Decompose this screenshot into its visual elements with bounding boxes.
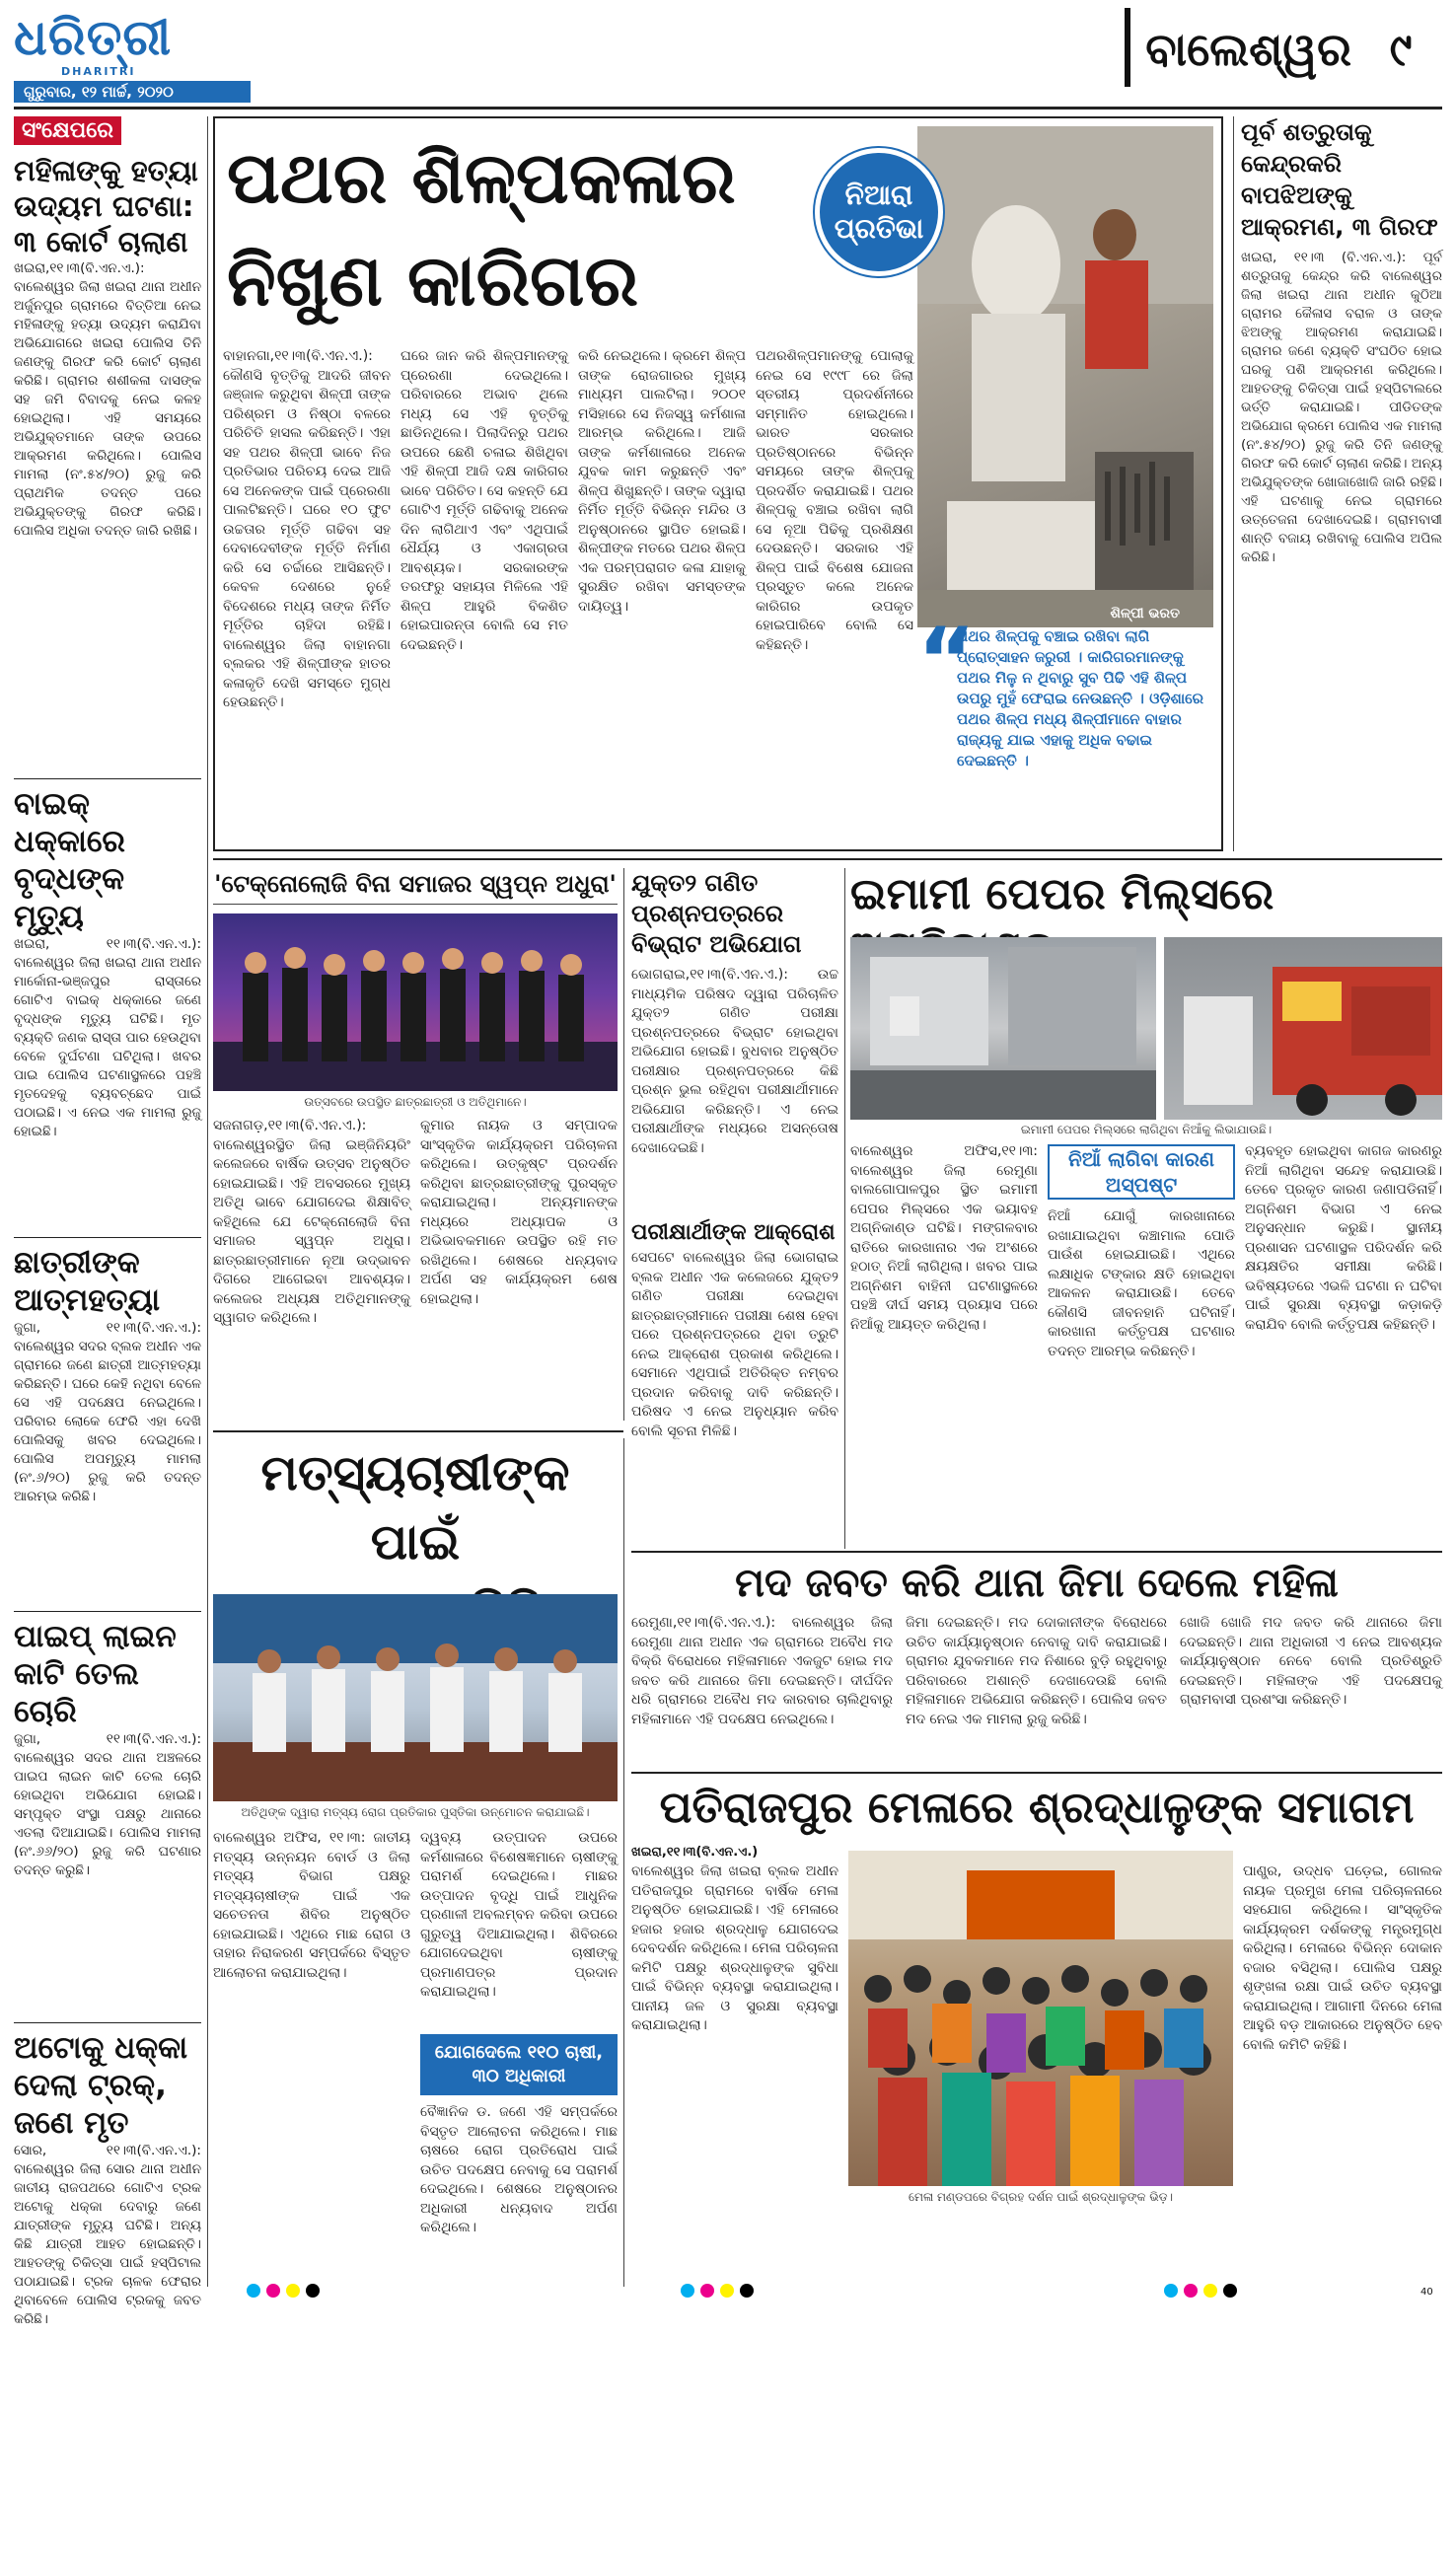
sculptor-photo [917, 126, 1213, 627]
fair-text-col1: ବାଲେଶ୍ୱର ଜିଲା ଖଇରା ବ୍ଲକ ଅଧୀନ ପତିରାଜପୁର ଗ୍ରାମରେ ବାର୍ଷିକ ମେଳା ଅନୁଷ୍ଠିତ ହୋଇଯାଇଛି। ଏହି ମେଳାରେ ହଜାର ହଜାର ଶ୍ରଦ୍ଧାଳୁ ଯୋଗଦେଇ ଦେବଦର୍ଶନ କରିଥିଲେ। ମେଳା ପରିଚାଳନା କମିଟି ପକ୍ଷରୁ ଶ୍ରଦ୍ଧାଳୁଙ୍କ ସୁବିଧା ପାଇଁ ବିଭିନ୍ନ ବ୍ୟବସ୍ଥା କରାଯାଇଥିଲା। ପାନୀୟ ଜଳ ଓ ସୁରକ୍ଷା ବ୍ୟବସ୍ଥା କରାଯାଇଥିଲା। [631, 1863, 838, 2033]
lead-headline-line1: ପଥର ଶିଳ୍ପକଳାର [227, 136, 736, 219]
fish-box-text: ଯୋଗଦେଲେ ୧୧୦ ଚାଷୀ, ୩୦ ଅଧିକାରୀ [420, 2034, 618, 2095]
fire-highlight-box [1048, 1144, 1235, 1200]
lead-text-col2: ଘରେ ଜାନ କରି ଶିଳ୍ପମାନଙ୍କୁ ପ୍ରେରଣା ଦେଇଥିଲେ। ପରିବାରରେ ଅଭାବ ଥିଲେ ମଧ୍ୟ ସେ ଏହି ବୃତ୍ତିକୁ ଛାଡିନଥିଲେ। ପିଲାଦିନରୁ ପଥର ଉପରେ ଛେଣି ଚଳାଇ ଶିଖିଥିବା ଏହି ଶିଳ୍ପୀ ଆଜି ଦକ୍ଷ କାରିଗର ଭାବେ ପରିଚିତ। ସେ କହନ୍ତି ଯେ ଗୋଟିଏ ମୂର୍ତ୍ତି ଗଢିବାକୁ ଅନେକ ଦିନ ଲାଗିଥାଏ ଏବଂ ଏଥିପାଇଁ ଧୈର୍ଯ୍ୟ ଓ ଏକାଗ୍ରତା ଆବଶ୍ୟକ। ସରକାରଙ୍କ ତରଫରୁ ସହାୟତା ମିଳିଲେ ଏହି ଶିଳ୍ପ ଆହୁରି ବିକଶିତ ହୋଇପାରନ୍ତା ବୋଲି ସେ ମତ ଦେଇଛନ୍ତି। [400, 348, 568, 653]
tech-photo-illustration [213, 913, 618, 1091]
lead-text-tail [917, 819, 1213, 848]
fire-story [850, 868, 1442, 1430]
fire-box-text: ନିଆଁ ଲାଗିବା କାରଣ ଅସ୍ପଷ୍ଟ [1050, 1146, 1233, 1198]
masthead-divider [1125, 8, 1130, 87]
fair-story [631, 1780, 1442, 2287]
fish-photo-illustration [213, 1594, 618, 1801]
brief-item [14, 153, 201, 772]
black-dot [306, 2284, 320, 2298]
page-marker: 40 [1420, 2287, 1433, 2298]
brief-headline: ପାଇପ୍ ଲାଇନ କାଟି ତେଲ ଚୋରି [14, 1619, 177, 1729]
lead-text-col3: କରି ନେଇଥିଲେ। କ୍ରମେ ଶିଳ୍ପ ତାଙ୍କ ରୋଜଗାରର ମୁଖ୍ୟ ମାଧ୍ୟମ ପାଲଟିଲା। ୨୦୦୧ ମସିହାରେ ସେ ନିଜସ୍ୱ କର୍ମଶାଳା ଆରମ୍ଭ କରିଥିଲେ। ଆଜି ତାଙ୍କ କର୍ମଶାଳାରେ ଅନେକ ଯୁବକ କାମ କରୁଛନ୍ତି ଏବଂ ଶିଳ୍ପ ଶିଖୁଛନ୍ତି। ତାଙ୍କ ଦ୍ୱାରା ନିର୍ମିତ ମୂର୍ତ୍ତି ବିଭିନ୍ନ ମନ୍ଦିର ଓ ଅନୁଷ୍ଠାନରେ ସ୍ଥାପିତ ହୋଇଛି। ଶିଳ୍ପୀଙ୍କ ମତରେ ପଥର ଶିଳ୍ପ ଏକ ପରମ୍ପରାଗତ କଳା ଯାହାକୁ ସୁରକ୍ଷିତ ରଖିବା ସମସ୍ତଙ୍କ ଦାୟିତ୍ୱ। [578, 348, 746, 615]
badge-line2: ପ୍ରତିଭା [834, 212, 924, 245]
quote-text: ପଥର ଶିଳ୍ପକୁ ବଞ୍ଚାଇ ରଖିବା ଲାଗି ପ୍ରୋତ୍ସାହନ ଜରୁରୀ । କାରିଗରମାନଙ୍କୁ ପଥର ମିଳୁ ନ ଥିବାରୁ ସୁବ ପିଢି ଏହି ଶିଳ୍ପ ଉପରୁ ମୁହଁ ଫେରାଇ ନେଉଛନ୍ତି । ଓଡ଼ିଶାରେ ପଥର ଶିଳ୍ପ ମଧ୍ୟ ଶିଳ୍ପୀମାନେ ବାହାର ରାଜ୍ୟକୁ ଯାଇ ଏହାକୁ ଅଧିକ ବଢାଇ ଦେଇଛନ୍ତି । [957, 627, 1204, 769]
section-rule [631, 1551, 1442, 1553]
brief-text: ଜୁଗା, ୧୧।୩(ବି.ଏନ.ଏ.): ବାଲେଶ୍ୱର ସଦର ବ୍ଲକ ଅଧୀନ ଏକ ଗ୍ରାମରେ ଜଣେ ଛାତ୍ରୀ ଆତ୍ମହତ୍ୟା କରିଛନ୍ତି। ଘରେ କେହି ନଥିବା ବେଳେ ସେ ଏହି ପଦକ୍ଷେପ ନେଇଥିଲେ। ପରିବାର ଲୋକେ ଫେରି ଏହା ଦେଖି ପୋଲିସକୁ ଖବର ଦେଇଥିଲେ। ପୋଲିସ ଅପମୃତ୍ୟୁ ମାମଲା (ନଂ.୬/୨୦) ରୁଜୁ କରି ତଦନ୍ତ ଆରମ୍ଭ କରିଛି। [14, 1320, 201, 1504]
lead-headline [227, 126, 838, 343]
quote-open-icon: “ [917, 609, 977, 712]
fair-photo-caption: ମେଳା ମଣ୍ଡପରେ ବିଗ୍ରହ ଦର୍ଶନ ପାଇଁ ଶ୍ରଦ୍ଧାଳୁଙ୍କ ଭିଡ଼। [908, 2190, 1174, 2204]
liquor-story [631, 1559, 1442, 1766]
magenta-dot [700, 2284, 714, 2298]
exam-headline: ଯୁକ୍ତ୨ ଗଣିତ ପ୍ରଶ୍ନପତ୍ରରେ ବିଭ୍ରାଟ ଅଭିଯୋଗ [631, 869, 802, 958]
fish-photo-caption: ଅତିଥିଙ୍କ ଦ୍ୱାରା ମତ୍ସ୍ୟ ରୋଗ ପ୍ରତିକାର ପୁସ୍ତିକା ଉନ୍ମୋଚନ କରାଯାଇଛି। [241, 1805, 590, 1819]
yellow-dot [1203, 2284, 1217, 2298]
yellow-dot [286, 2284, 300, 2298]
register-marks-center [681, 2284, 754, 2298]
liquor-text-col3: ଖୋଜି ଖୋଜି ମଦ ଜବତ କରି ଥାନାରେ ଜିମା ଦେଇଛନ୍ତି। ଥାନା ଅଧିକାରୀ ଏ ନେଇ ଆବଶ୍ୟକ କାର୍ଯ୍ୟାନୁଷ୍ଠାନ ନେବେ ବୋଲି ପ୍ରତିଶ୍ରୁତି ଦେଇଛନ୍ତି। ମହିଳାଙ୍କ ଏହି ପଦକ୍ଷେପକୁ ଗ୍ରାମବାସୀ ପ୍ରଶଂସା କରିଛନ୍ତି। [1180, 1615, 1442, 1708]
brief-item [14, 2029, 201, 2556]
attack-story [1241, 116, 1442, 851]
column-rule [844, 868, 845, 1549]
magenta-dot [266, 2284, 280, 2298]
black-dot [740, 2284, 754, 2298]
briefs-label: ସଂକ୍ଷେପରେ [14, 116, 121, 145]
issue-date: ଗୁରୁବାର, ୧୨ ମାର୍ଚ୍ଚ, ୨୦୨୦ [14, 81, 251, 103]
brief-headline: ଅଟୋକୁ ଧକ୍କା ଦେଲା ଟ୍ରକ୍, ଜଣେ ମୃତ [14, 2030, 188, 2141]
column-rule [623, 1438, 624, 2287]
column-rule [623, 868, 624, 1421]
liquor-text-col2: ଜିମା ଦେଇଛନ୍ତି। ମଦ ଦୋକାନୀଙ୍କ ବିରୋଧରେ ଉଚିତ କାର୍ଯ୍ୟାନୁଷ୍ଠାନ ନେବାକୁ ଦାବି କରାଯାଇଛି। ଗ୍ରାମର ଯୁବକମାନେ ମଦ ନିଶାରେ ବୁଡ଼ି ରହୁଥିବାରୁ ପରିବାରରେ ଅଶାନ୍ତି ଦେଖାଦେଉଛି ବୋଲି ମହିଳାମାନେ ଅଭିଯୋଗ କରିଛନ୍ତି। ପୋଲିସ ଜବତ ମଦ ନେଇ ଏକ ମାମଲା ରୁଜୁ କରିଛି। [906, 1615, 1167, 1727]
brief-headline: ବାଇକ୍ ଧକ୍କାରେ ବୃଦ୍ଧଙ୍କ ମୃତ୍ୟୁ [14, 786, 125, 934]
tech-story [213, 868, 618, 1421]
logo-mark: ଧରିତ୍ରୀ [14, 8, 173, 66]
logo-subtitle: DHARITRI [61, 65, 136, 78]
page-number: ୯ [1389, 23, 1413, 76]
yellow-dot [720, 2284, 734, 2298]
section-rule [213, 858, 1442, 860]
column-rule [207, 116, 208, 2287]
tech-event-photo [213, 913, 618, 1091]
photo-credit: ଶିଳ୍ପୀ ଭରତ [1110, 606, 1180, 621]
tech-text-col2: କୁମାର ନାୟକ ଓ ସମ୍ପାଦକ ସାଂସ୍କୃତିକ କାର୍ଯ୍ୟକ୍ରମ ପରିଚାଳନା କରିଥିଲେ। ଉତ୍କୃଷ୍ଟ ପ୍ରଦର୍ଶନ କରିଥିବା ଛାତ୍ରଛାତ୍ରୀଙ୍କୁ ପୁରସ୍କୃତ କରାଯାଇଥିଲା। ଅନ୍ୟମାନଙ୍କ ମଧ୍ୟରେ ଅଧ୍ୟାପକ ଓ ଅଭିଭାବକମାନେ ଉପସ୍ଥିତ ରହି ମତ ରଖିଥିଲେ। ଶେଷରେ ଧନ୍ୟବାଦ ଅର୍ପଣ ସହ କାର୍ଯ୍ୟକ୍ରମ ଶେଷ ହୋଇଥିଲା। [420, 1118, 618, 1307]
brief-text: ଖଇରା, ୧୧।୩(ବି.ଏନ.ଏ.): ବାଲେଶ୍ୱର ଜିଲା ଖଇରା ଥାନା ଅଧୀନ ମାର୍କୋନା-ଭଞ୍ଜପୁର ରାସ୍ତାରେ ଗୋଟିଏ ବାଇକ୍ ଧକ୍କାରେ ଜଣେ ବୃଦ୍ଧଙ୍କ ମୃତ୍ୟୁ ଘଟିଛି। ମୃତ ବ୍ୟକ୍ତି ଜଣକ ରାସ୍ତା ପାର ହେଉଥିବା ବେଳେ ଦୁର୍ଘଟଣା ଘଟିଥିଲା। ଖବର ପାଇ ପୋଲିସ ଘଟଣାସ୍ଥଳରେ ପହଞ୍ଚି ମୃତଦେହକୁ ବ୍ୟବଚ୍ଛେଦ ପାଇଁ ପଠାଇଛି। ଏ ନେଇ ଏକ ମାମଲା ରୁଜୁ ହୋଇଛି। [14, 936, 201, 1139]
exam-story [631, 868, 838, 1549]
fish-text-col3: ବୈଜ୍ଞାନିକ ଡ. ଜଣେ ଏହି ସମ୍ପର୍କରେ ବିସ୍ତୃତ ଆଲୋଚନା କରିଥିଲେ। ମାଛ ଚାଷରେ ରୋଗ ପ୍ରତିରୋଧ ପାଇଁ ଉଚିତ ପଦକ୍ଷେପ ନେବାକୁ ସେ ପରାମର୍ଶ ଦେଇଥିଲେ। ଶେଷରେ ଅନୁଷ୍ଠାନର ଅଧିକାରୀ ଧନ୍ୟବାଦ ଅର୍ପଣ କରିଥିଲେ। [420, 2104, 618, 2235]
column-rule [1233, 116, 1234, 851]
brief-headline: ଛାତ୍ରୀଙ୍କ ଆତ୍ମହତ୍ୟା [14, 1245, 161, 1318]
brief-item [14, 785, 201, 1231]
brief-text: ସୋର, ୧୧।୩(ବି.ଏନ.ଏ.): ବାଲେଶ୍ୱର ଜିଲା ସୋର ଥାନା ଅଧୀନ ଜାତୀୟ ରାଜପଥରେ ଗୋଟିଏ ଟ୍ରକ ଅଟୋକୁ ଧକ୍କା ଦେବାରୁ ଜଣେ ଯାତ୍ରୀଙ୍କ ମୃତ୍ୟୁ ଘଟିଛି। ଅନ୍ୟ କିଛି ଯାତ୍ରୀ ଆହତ ହୋଇଛନ୍ତି। ଆହତଙ୍କୁ ଚିକିତ୍ସା ପାଇଁ ହସ୍ପିଟାଲ ପଠାଯାଇଛି। ଟ୍ରକ ଚାଳକ ଫେରାର ଥିବାବେଳେ ପୋଲିସ ଟ୍ରକକୁ ଜବତ କରିଛି। [14, 2143, 201, 2327]
brief-divider [14, 778, 201, 779]
tech-headline: 'ଟେକ୍ନୋଲୋଜି ବିନା ସମାଜର ସ୍ୱପ୍ନ ଅଧୁରା' [213, 868, 618, 905]
lead-text-col4: ପଥରଶିଳ୍ପମାନଙ୍କୁ ପୋଲାକୁ ନେଇ ସେ ୧୯୯୮ ରେ ଜିଲା ସ୍ତରୀୟ ପ୍ରଦର୍ଶନୀରେ ସମ୍ମାନିତ ହୋଇଥିଲେ। ଭାରତ ସରକାର ପ୍ରତିଷ୍ଠାନରେ ବିଭିନ୍ନ ସମୟରେ ତାଙ୍କ ଶିଳ୍ପକୁ ପ୍ରଦର୍ଶିତ କରାଯାଇଛି। ପଥର ଶିଳ୍ପକୁ ବଞ୍ଚାଇ ରଖିବା ଲାଗି ସେ ନୂଆ ପିଢିକୁ ପ୍ରଶିକ୍ଷଣ ଦେଉଛନ୍ତି। ସରକାର ଏହି ଶିଳ୍ପ ପାଇଁ ବିଶେଷ ଯୋଜନା ପ୍ରସ୍ତୁତ କଲେ ଅନେକ କାରିଗର ଉପକୃତ ହୋଇପାରିବେ ବୋଲି ସେ କହିଛନ୍ତି। [756, 348, 913, 653]
fire-text-col2: ନିଆଁ ଯୋଗୁଁ କାରଖାନାରେ ରଖାଯାଇଥିବା କଞ୍ଚାମାଲ ପୋଡି ପାଉଁଶ ହୋଇଯାଇଛି। ଏଥିରେ ଲକ୍ଷାଧିକ ଟଙ୍କାର କ୍ଷତି ହୋଇଥିବା ଆକଳନ କରାଯାଉଛି। ତେବେ କୌଣସି ଜୀବନହାନି ଘଟିନାହିଁ। କାରଖାନା କର୍ତ୍ତୃପକ୍ଷ ଘଟଣାର ତଦନ୍ତ ଆରମ୍ଭ କରିଛନ୍ତି। [1048, 1208, 1235, 1359]
exam-text: ଭୋଗରାଇ,୧୧।୩(ବି.ଏନ.ଏ.): ଉଚ୍ଚ ମାଧ୍ୟମିକ ପରିଷଦ ଦ୍ୱାରା ପରିଚାଳିତ ଯୁକ୍ତ୨ ଗଣିତ ପରୀକ୍ଷା ପ୍ରଶ୍ନପତ୍ରରେ ବିଭ୍ରାଟ ହୋଇଥିବା ଅଭିଯୋଗ ହୋଇଛି। ବୁଧବାର ଅନୁଷ୍ଠିତ ପରୀକ୍ଷାର ପ୍ରଶ୍ନପତ୍ରରେ କିଛି ପ୍ରଶ୍ନ ଭୁଲ ରହିଥିବା ପରୀକ୍ଷାର୍ଥୀମାନେ ଅଭିଯୋଗ କରିଛନ୍ତି। ଏ ନେଇ ପରୀକ୍ଷାର୍ଥୀଙ୍କ ମଧ୍ୟରେ ଅସନ୍ତୋଷ ଦେଖାଦେଇଛି। [631, 967, 838, 1156]
brief-headline: ମହିଳାଙ୍କୁ ହତ୍ୟା ଉଦ୍ୟମ ଘଟଣା: ୩ କୋର୍ଟ ଚାଲାଣ [14, 154, 198, 258]
feature-badge [815, 148, 943, 276]
section-rule [631, 1772, 1442, 1774]
sculptor-photo-illustration [917, 126, 1213, 627]
section-rule [213, 1430, 623, 1432]
fish-text-col1: ବାଲେଶ୍ୱର ଅଫିସ, ୧୧।୩: ଜାତୀୟ ମତ୍ସ୍ୟ ଉନ୍ନୟନ ବୋର୍ଡ ଓ ଜିଲା ମତ୍ସ୍ୟ ବିଭାଗ ପକ୍ଷରୁ ମତ୍ସ୍ୟଚାଷୀଙ୍କ ପାଇଁ ଏକ ସଚେତନତା ଶିବିର ଅନୁଷ୍ଠିତ ହୋଇଯାଇଛି। ଏଥିରେ ମାଛ ରୋଗ ଓ ତାହାର ନିରାକରଣ ସମ୍ପର୍କରେ ବିସ୍ତୃତ ଆଲୋଚନା କରାଯାଇଥିଲା। [213, 1830, 410, 1981]
fair-dateline: ଖଇରା,୧୧।୩(ବି.ଏନ.ଏ.) [631, 1845, 759, 1860]
badge-line1: ନିଆରା [844, 179, 913, 211]
cyan-dot [1164, 2284, 1178, 2298]
fire-photo-caption: ଇମାମୀ ପେପର ମିଲ୍ସରେ ଲାଗିଥିବା ନିଆଁକୁ ଲିଭାଯାଉଛି। [1020, 1123, 1273, 1136]
exam-subhead: ପରୀକ୍ଷାର୍ଥୀଙ୍କ ଆକ୍ରୋଶ [631, 1220, 836, 1245]
cyan-dot [247, 2284, 260, 2298]
brief-item [14, 1244, 201, 1605]
fire-photo-2-illustration [1164, 937, 1442, 1120]
fire-text-col3: ବ୍ୟବହୃତ ହୋଇଥିବା କାଗଜ କାରଣରୁ ନିଆଁ ଲାଗିଥିବା ସନ୍ଦେହ କରାଯାଉଛି। ତେବେ ପ୍ରକୃତ କାରଣ ଜଣାପଡିନାହିଁ। ଅଗ୍ନିଶମ ବିଭାଗ ଏ ନେଇ ଅନୁସନ୍ଧାନ କରୁଛି। ସ୍ଥାନୀୟ ପ୍ରଶାସନ ଘଟଣାସ୍ଥଳ ପରିଦର୍ଶନ କରି କ୍ଷୟକ୍ଷତିର ସମୀକ୍ଷା କରିଛି। ଭବିଷ୍ୟତରେ ଏଭଳି ଘଟଣା ନ ଘଟିବା ପାଇଁ ସୁରକ୍ଷା ବ୍ୟବସ୍ଥା କଡ଼ାକଡ଼ି କରାଯିବ ବୋଲି କର୍ତ୍ତୃପକ୍ଷ କହିଛନ୍ତି। [1245, 1143, 1442, 1333]
section-title: ବାଲେଶ୍ୱର [1145, 23, 1351, 76]
brief-text: ଖଇରା,୧୧।୩(ବି.ଏନ.ଏ.): ବାଲେଶ୍ୱର ଜିଲା ଖଇରା ଥାନା ଅଧୀନ ଅର୍ଜୁନପୁର ଗ୍ରାମରେ ବିତ୍ତିଆ ନେଇ ମହିଳାଙ୍କୁ ହତ୍ୟା ଉଦ୍ୟମ କରାଯିବା ଅଭିଯୋଗରେ ଖଇରା ପୋଲିସ ତିନି ଜଣଙ୍କୁ ଗିରଫ କରି କୋର୍ଟ ଚାଲାଣ କରିଛି। ଗ୍ରାମର ଶଶୀକଳା ଦାସଙ୍କ ସହ ଜମି ବିବାଦକୁ ନେଇ କଳହ ହୋଇଥିଲା। ଏହି ସମୟରେ ଅଭିଯୁକ୍ତମାନେ ତାଙ୍କ ଉପରେ ଆକ୍ରମଣ କରିଥିଲେ। ପୋଲିସ ମାମଲା (ନଂ.୫୪/୨୦) ରୁଜୁ କରି ପ୍ରାଥମିକ ତଦନ୍ତ ପରେ ଅଭିଯୁକ୍ତଙ୍କୁ ଗିରଫ କରିଛି। ପୋଲିସ ଅଧିକା ତଦନ୍ତ ଜାରି ରଖିଛି। [14, 260, 201, 539]
briefs-sidebar [14, 116, 201, 2327]
register-marks-right [1164, 2284, 1237, 2298]
cyan-dot [681, 2284, 694, 2298]
fair-headline: ପତିରାଜପୁର ମେଳାରେ ଶ୍ରଦ୍ଧାଳୁଙ୍କ ସମାଗମ [659, 1783, 1415, 1833]
fire-photo-1-illustration [850, 937, 1156, 1120]
liquor-headline: ମଦ ଜବତ କରି ଥାନା ଜିମା ଦେଲେ ମହିଳା [735, 1561, 1339, 1606]
fair-text-col2: ପାଣ୍ଡ୍ର, ଉଦ୍ଧବ ଘଡ଼େଇ, ଗୋଲକ ନାୟକ ପ୍ରମୁଖ ମେଳା ପରିଚାଳନାରେ ସହଯୋଗ କରିଥିଲେ। ସାଂସ୍କୃତିକ କାର୍ଯ୍ୟକ୍ରମ ଦର୍ଶକଙ୍କୁ ମନ୍ତ୍ରମୁଗ୍ଧ କରିଥିଲା। ମେଳାରେ ବିଭିନ୍ନ ଦୋକାନ ବଜାର ବସିଥିଲା। ପୋଲିସ ପକ୍ଷରୁ ଶୃଙ୍ଖଳା ରକ୍ଷା ପାଇଁ ଉଚିତ ବ୍ୟବସ୍ଥା କରାଯାଇଥିଲା। ଆଗାମୀ ଦିନରେ ମେଳା ଆହୁରି ବଡ଼ ଆକାରରେ ଅନୁଷ୍ଠିତ ହେବ ବୋଲି କମିଟି କହିଛି। [1243, 1863, 1442, 2053]
liquor-text-col1: ରେମୁଣା,୧୧।୩(ବି.ଏନ.ଏ.): ବାଲେଶ୍ୱର ଜିଲା ରେମୁଣା ଥାନା ଅଧୀନ ଏକ ଗ୍ରାମରେ ଅବୈଧ ମଦ ବିକ୍ରି ବିରୋଧରେ ମହିଳାମାନେ ଏକଜୁଟ ହୋଇ ମଦ ଜବତ କରି ଥାନାରେ ଜିମା ଦେଇଛନ୍ତି। ଦୀର୍ଘଦିନ ଧରି ଗ୍ରାମରେ ଅବୈଧ ମଦ କାରବାର ଚାଲିଥିବାରୁ ମହିଳାମାନେ ଏହି ପଦକ୍ଷେପ ନେଇଥିଲେ। [631, 1615, 893, 1727]
register-marks-left [247, 2284, 320, 2298]
fish-event-photo [213, 1594, 618, 1801]
tech-photo-caption: ଉତ୍ସବରେ ଉପସ୍ଥିତ ଛାତ୍ରଛାତ୍ରୀ ଓ ଅତିଥିମାନେ। [304, 1095, 527, 1109]
magenta-dot [1184, 2284, 1198, 2298]
fish-highlight-box [420, 2034, 618, 2095]
fish-story [213, 1438, 618, 2287]
fire-photo-1 [850, 937, 1156, 1120]
brief-divider [14, 1611, 201, 1612]
tech-text-col1: ସଜନାଗଡ଼,୧୧।୩(ବି.ଏନ.ଏ.): ବାଲେଶ୍ୱରସ୍ଥିତ ଜିଲା ଇଞ୍ଜିନିୟରିଂ କଲେଜରେ ବାର୍ଷିକ ଉତ୍ସବ ଅନୁଷ୍ଠିତ ହୋଇଯାଇଛି। ଏହି ଅବସରରେ ମୁଖ୍ୟ ଅତିଥି ଭାବେ ଯୋଗଦେଇ ଶିକ୍ଷାବିତ୍ କହିଥିଲେ ଯେ ଟେକ୍ନୋଲୋଜି ବିନା ସମାଜର ସ୍ୱପ୍ନ ଅଧୁରା। ଛାତ୍ରଛାତ୍ରୀମାନେ ନୂଆ ଉଦ୍ଭାବନ ଦିଗରେ ଆଗେଇବା ଆବଶ୍ୟକ। କଲେଜର ଅଧ୍ୟକ୍ଷ ଅତିଥିମାନଙ୍କୁ ସ୍ୱାଗତ କରିଥିଲେ। [213, 1118, 410, 1326]
fish-text-col2: ଦ୍ୱବ୍ୟ ଉତ୍ପାଦନ ଉପରେ କର୍ମଶାଳାରେ ବିଶେଷଜ୍ଞମାନେ ଚାଷୀଙ୍କୁ ପରାମର୍ଶ ଦେଇଥିଲେ। ମାଛର ଉତ୍ପାଦନ ବୃଦ୍ଧି ପାଇଁ ଆଧୁନିକ ପ୍ରଣାଳୀ ଅବଲମ୍ବନ କରିବା ଉପରେ ଗୁରୁତ୍ୱ ଦିଆଯାଇଥିଲା। ଶିବିରରେ ଯୋଗଦେଇଥିବା ଚାଷୀଙ୍କୁ ପ୍ରମାଣପତ୍ର ପ୍ରଦାନ କରାଯାଇଥିଲା। [420, 1830, 618, 2000]
lead-text-col1: ବାହାନଗା,୧୧।୩(ବି.ଏନ.ଏ.): କୌଣସି ବୃତ୍ତିକୁ ଆଦରି ଜୀବନ ଜଞ୍ଜାଳ କରୁଥିବା ଶିଳ୍ପୀ ତାଙ୍କ ପରିଶ୍ରମ ଓ ନିଷ୍ଠା ବଳରେ ପରିଚିତି ହାସଲ କରିଛନ୍ତି। ଏହା ସହ ପଥର ଶିଳ୍ପୀ ଭାବେ ନିଜ ପ୍ରତିଭାର ପରିଚୟ ଦେଇ ଆଜି ସେ ଅନେକଙ୍କ ପାଇଁ ପ୍ରେରଣା ପାଲଟିଛନ୍ତି। ଘରେ ୧୦ ଫୁଟ ଉଚ୍ଚତାର ମୂର୍ତ୍ତି ଗଢିବା ସହ ଦେବାଦେବୀଙ୍କ ମୂର୍ତ୍ତି ନିର୍ମାଣ କରି ସେ ଚର୍ଚ୍ଚାରେ ଆସିଛନ୍ତି। କେବଳ ଦେଶରେ ନୁହେଁ ବିଦେଶରେ ମଧ୍ୟ ତାଙ୍କ ନିର୍ମିତ ମୂର୍ତ୍ତିର ଚାହିଦା ରହିଛି। ବାଲେଶ୍ୱର ଜିଲା ବାହାନଗା ବ୍ଲକର ଏହି ଶିଳ୍ପୀଙ୍କ ହାତର କଳାକୃତି ଦେଖି ସମସ୍ତେ ମୁଗ୍ଧ ହେଉଛନ୍ତି। [223, 348, 391, 710]
attack-text: ଖଇରା, ୧୧।୩ (ବି.ଏନ.ଏ.): ପୂର୍ବ ଶତ୍ରୁତାକୁ କେନ୍ଦ୍ର କରି ବାଲେଶ୍ୱର ଜିଲା ଖଇରା ଥାନା ଅଧୀନ କୁଠିଆ ଗ୍ରାମର କୈଳାସ ବରାଳ ଓ ତାଙ୍କ ଝିଅଙ୍କୁ ଆକ୍ରମଣ କରାଯାଇଛି। ଗ୍ରାମର ଜଣେ ବ୍ୟକ୍ତି ସଂଘଠିତ ହୋଇ ଘରକୁ ପଶି ଆକ୍ରମଣ କରିଥିଲେ। ଆହତଙ୍କୁ ଚିକିତ୍ସା ପାଇଁ ହସ୍ପିଟାଲରେ ଭର୍ତ୍ତି କରାଯାଇଛି। ପୀଡିତଙ୍କ ଅଭିଯୋଗ କ୍ରମେ ପୋଲିସ ଏକ ମାମଲା (ନଂ.୫୪/୨୦) ରୁଜୁ କରି ତିନି ଜଣଙ୍କୁ ଗିରଫ କରି କୋର୍ଟ ଚାଲାଣ କରିଛି। ଅନ୍ୟ ଅଭିଯୁକ୍ତଙ୍କ ଖୋଜାଖୋଜି ଜାରି ରହିଛି। ଏହି ଘଟଣାକୁ ନେଇ ଗ୍ରାମରେ ଉତ୍ତେଜନା ଦେଖାଦେଇଛି। ଗ୍ରାମବାସୀ ଶାନ୍ତି ବଜାୟ ରଖିବାକୁ ପୋଲିସ ଅପିଲ କରିଛି। [1241, 250, 1442, 565]
lead-headline-line2: ନିଖୁଣ କାରିଗର [227, 239, 639, 322]
brief-divider [14, 2022, 201, 2023]
masthead-logo [14, 10, 211, 79]
black-dot [1223, 2284, 1237, 2298]
fire-text-col1: ବାଲେଶ୍ୱର ଅଫିସ,୧୧।୩: ବାଲେଶ୍ୱର ଜିଲା ରେମୁଣା ବାଲଗୋପାଳପୁର ସ୍ଥିତ ଇମାମୀ ପେପର ମିଲ୍ସରେ ଏକ ଭୟାବହ ଅଗ୍ନିକାଣ୍ଡ ଘଟିଛି। ମଙ୍ଗଳବାର ରାତିରେ କାରଖାନାର ଏକ ଅଂଶରେ ହଠାତ୍ ନିଆଁ ଲାଗିଥିଲା। ଖବର ପାଇ ଅଗ୍ନିଶମ ବାହିନୀ ଘଟଣାସ୍ଥଳରେ ପହଞ୍ଚି ଦୀର୍ଘ ସମୟ ପ୍ରୟାସ ପରେ ନିଆଁକୁ ଆୟତ୍ତ କରିଥିଲା। [850, 1143, 1038, 1333]
brief-text: ଜୁଗା, ୧୧।୩(ବି.ଏନ.ଏ.): ବାଲେଶ୍ୱର ସଦର ଥାନା ଅଞ୍ଚଳରେ ପାଇପ ଲାଇନ କାଟି ତେଲ ଚୋରି ହୋଇଥିବା ଅଭିଯୋଗ ହୋଇଛି। ସମ୍ପୃକ୍ତ ସଂସ୍ଥା ପକ୍ଷରୁ ଥାନାରେ ଏତଲା ଦିଆଯାଇଛି। ପୋଲିସ ମାମଲା (ନଂ.୬୬/୨୦) ରୁଜୁ କରି ଘଟଣାର ତଦନ୍ତ କରୁଛି। [14, 1731, 201, 1878]
brief-divider [14, 1237, 201, 1238]
brief-item [14, 1618, 201, 2016]
exam-text-2: ସେପଟେ ବାଲେଶ୍ୱର ଜିଲା ଭୋଗରାଇ ବ୍ଲକ ଅଧୀନ ଏକ କଲେଜରେ ଯୁକ୍ତ୨ ଗଣିତ ପରୀକ୍ଷା ଦେଇଥିବା ଛାତ୍ରଛାତ୍ରୀମାନେ ପରୀକ୍ଷା ଶେଷ ହେବା ପରେ ପ୍ରଶ୍ନପତ୍ରରେ ଥିବା ତ୍ରୁଟି ନେଇ ଆକ୍ରୋଶ ପ୍ରକାଶ କରିଥିଲେ। ସେମାନେ ଏଥିପାଇଁ ଅତିରିକ୍ତ ନମ୍ବର ପ୍ରଦାନ କରିବାକୁ ଦାବି କରିଛନ୍ତି। ପରିଷଦ ଏ ନେଇ ଅନୁଧ୍ୟାନ କରିବ ବୋଲି ସୂଚନା ମିଳିଛି। [631, 1250, 838, 1439]
fire-photo-2 [1164, 937, 1442, 1120]
fair-crowd-photo [848, 1851, 1233, 2186]
fish-headline-line1: ମତ୍ସ୍ୟଚାଷୀଙ୍କ ପାଇଁ [260, 1444, 570, 1570]
fire-headline: ଇମାମୀ ପେପର ମିଲ୍ସରେ [850, 869, 1274, 919]
masthead-rule [14, 107, 1442, 110]
attack-headline: ପୂର୍ବ ଶତ୍ରୁତାକୁ କେନ୍ଦ୍ରକରି ବାପଝିଅଙ୍କୁ ଆକ୍ରମଣ, ୩ ଗିରଫ [1241, 118, 1438, 241]
fair-photo-illustration [848, 1851, 1233, 2186]
